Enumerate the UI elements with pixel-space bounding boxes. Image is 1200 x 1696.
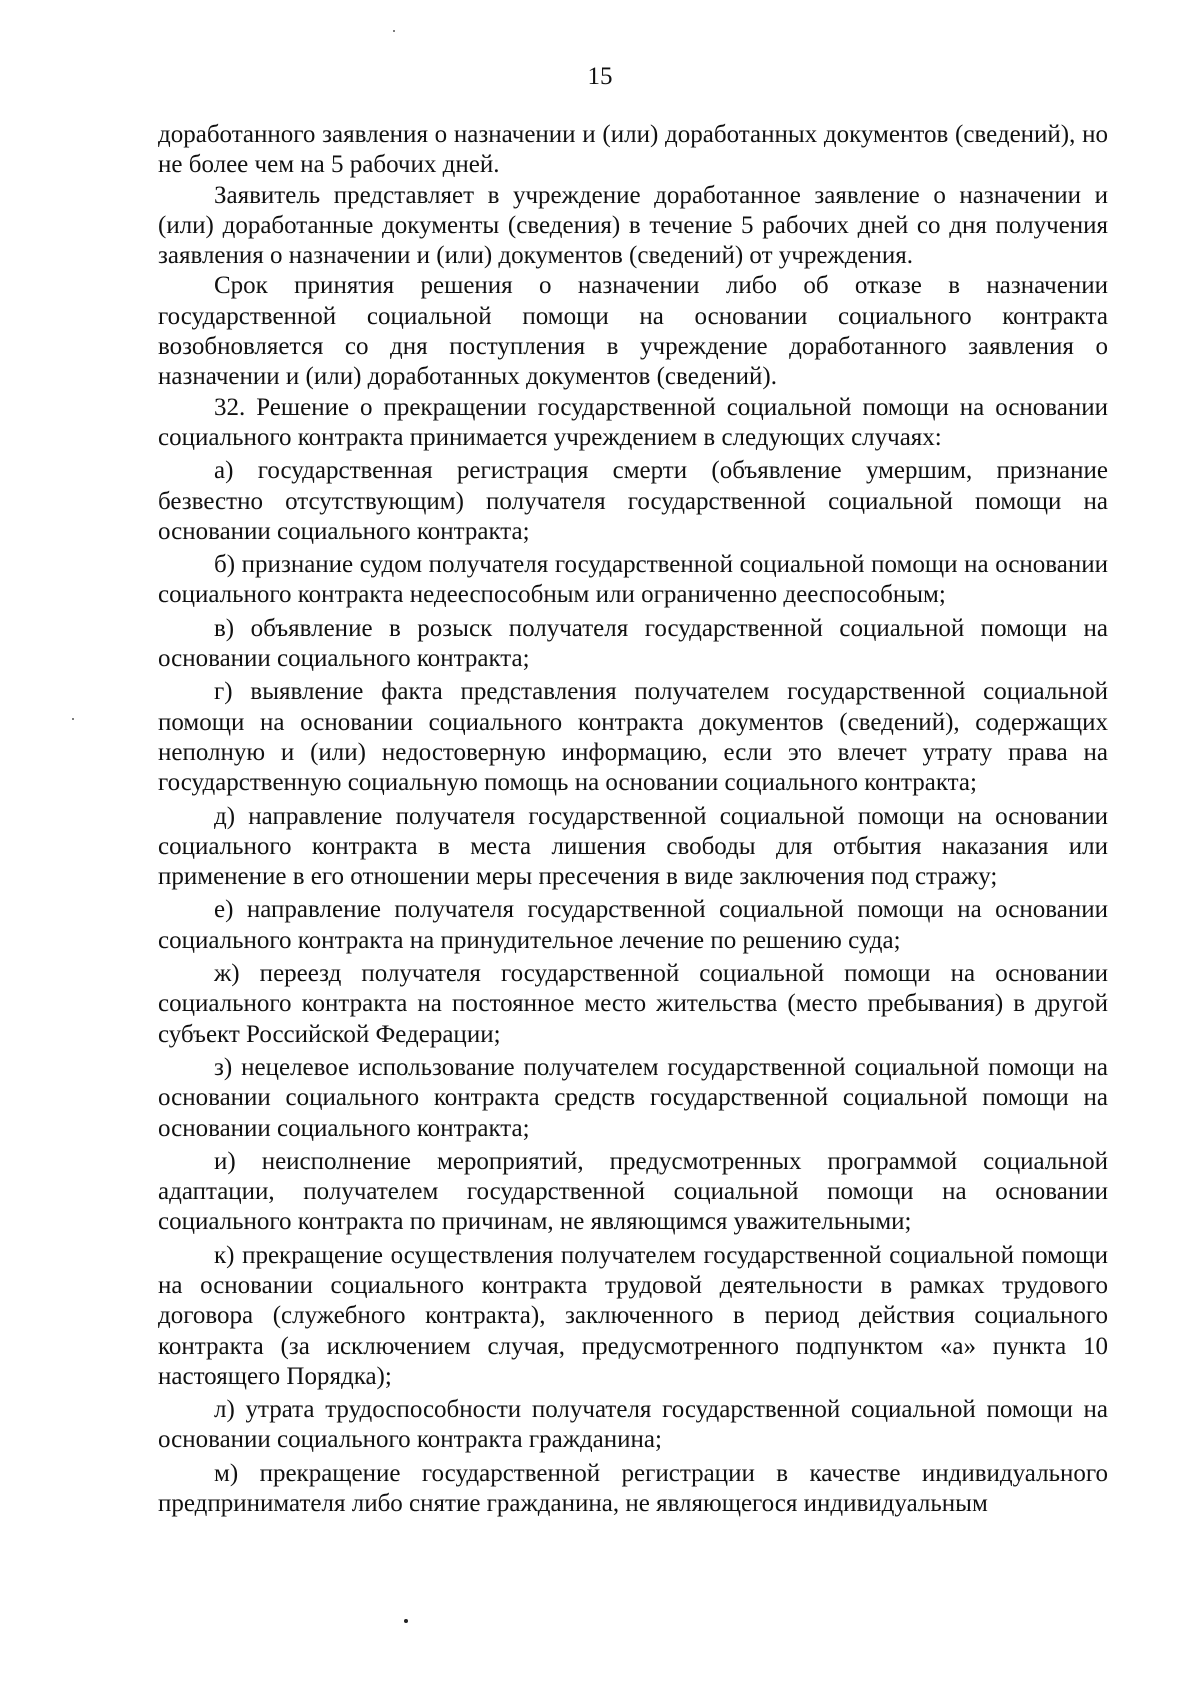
list-item-e: е) направление получателя государственной социальной помощи на основании социального контракта на принудительное лечение по решению суда;	[158, 896, 1108, 954]
scan-speck	[393, 30, 395, 32]
list-item-m: м) прекращение государственной регистрации в качестве индивидуального предпринимателя либо снятие гражданина, не являющегося индивидуальным	[158, 1459, 1108, 1518]
list-item-z: з) нецелевое использование получателем государственной социальной помощи на основании социального контракта средств государственной социальной помощи на основании социального контракта;	[158, 1053, 1108, 1142]
document-body	[158, 120, 1108, 1519]
scan-speck	[404, 1619, 408, 1623]
paragraph-continuation: доработанного заявления о назначении и (или) доработанных документов (сведений), но не более чем на 5 рабочих дней.	[158, 121, 1108, 179]
list-item-zh: ж) переезд получателя государственной социальной помощи на основании социального контракта на постоянное место жительства (место пребывания) в другой субъект Российской Федерации;	[158, 960, 1108, 1048]
list-item-l: л) утрата трудоспособности получателя государственной социальной помощи на основании социального контракта гражданина;	[158, 1396, 1108, 1454]
list-item-k: к) прекращение осуществления получателем государственной социальной помощи на основании социального контракта трудовой деятельности в рамках трудового договора (служебного контракта), заключенного в период действия социального контракта (за исключением случая, предусмотренного подпунктом «а» пункта 10 настоящего Порядка);	[158, 1241, 1108, 1390]
list-item-i: и) неисполнение мероприятий, предусмотренных программой социальной адаптации, получателем государственной социальной помощи на основании социального контракта по причинам, не являющимся уважительными;	[158, 1147, 1108, 1236]
list-item-a: а) государственная регистрация смерти (объявление умершим, признание безвестно отсутствующим) получателя государственной социальной помощи на основании социального контракта;	[158, 457, 1108, 545]
list-item-b: б) признание судом получателя государственной социальной помощи на основании социального контракта недееспособным или ограниченно дееспособным;	[158, 551, 1108, 609]
paragraph-applicant-submission: Заявитель представляет в учреждение доработанное заявление о назначении и (или) доработанные документы (сведения) в течение 5 рабочих дней со дня получения заявления о назначении и (или) документов (сведений) от учреждения.	[158, 181, 1108, 270]
scan-speck	[72, 718, 74, 720]
paragraph-decision-term: Срок принятия решения о назначении либо об отказе в назначении государственной социальной помощи на основании социального контракта возобновляется со дня поступления в учреждение доработанного заявления о назначении и (или) доработанных документов (сведений).	[158, 272, 1108, 391]
paragraph-32-termination: 32. Решение о прекращении государственной социальной помощи на основании социального контракта принимается учреждением в следующих случаях:	[158, 393, 1108, 451]
list-item-g: г) выявление факта представления получателем государственной социальной помощи на основании социального контракта документов (сведений), содержащих неполную и (или) недостоверную информацию, если это влечет утрату права на государственную социальную помощь на основании социального контракта;	[158, 678, 1108, 797]
page-number: 15	[587, 63, 613, 90]
list-item-v: в) объявление в розыск получателя государственной социальной помощи на основании социального контракта;	[158, 614, 1108, 673]
list-item-d: д) направление получателя государственной социальной помощи на основании социального контракта в места лишения свободы для отбытия наказания или применение в его отношении меры пресечения в виде заключения под стражу;	[158, 802, 1108, 891]
